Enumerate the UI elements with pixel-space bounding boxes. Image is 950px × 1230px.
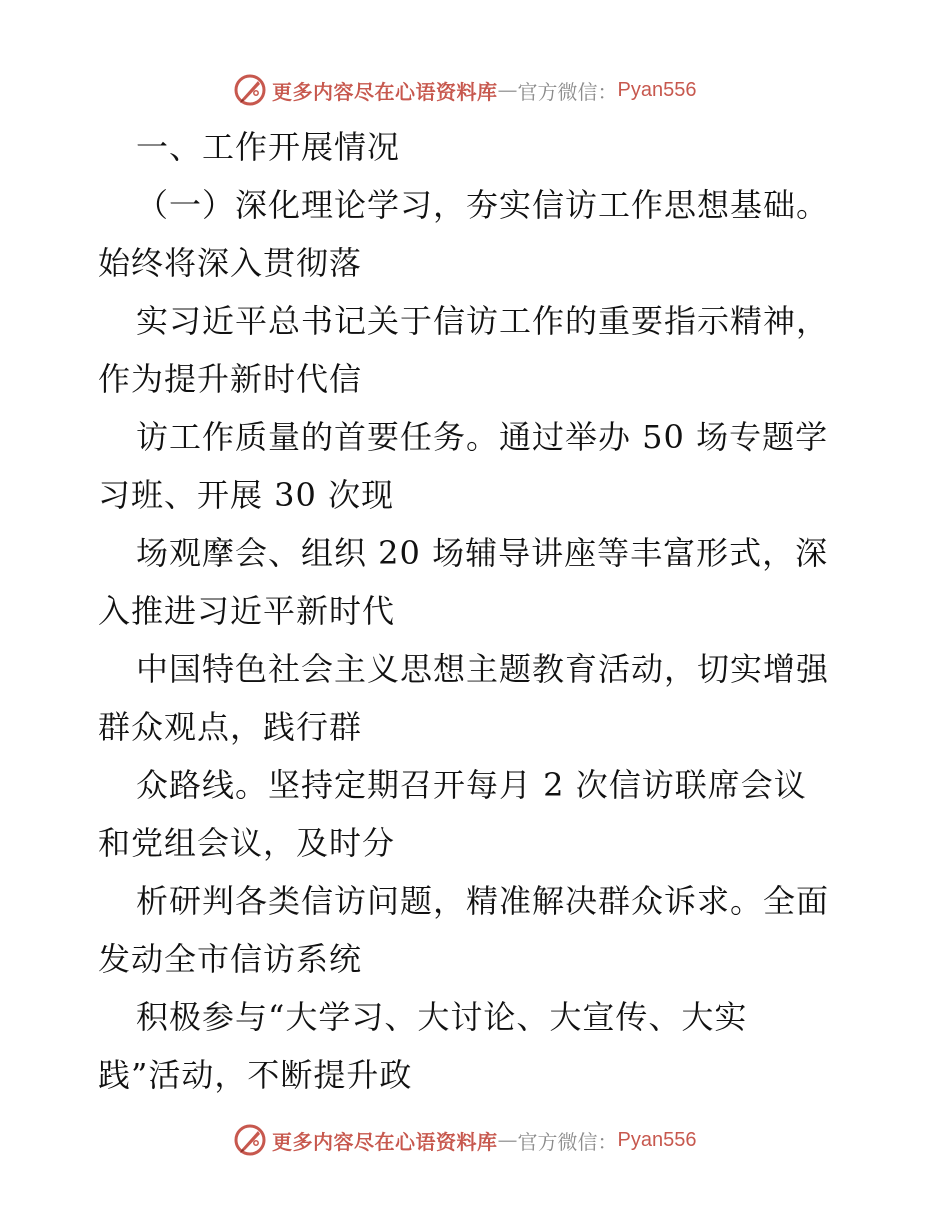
body-line: 习班、开展 30 次现 [98,476,395,514]
section-heading: 一、工作开展情况 [136,128,401,166]
body-line: 中国特色社会主义思想主题教育活动，切实增强 [136,650,830,688]
quill-logo-icon [232,1122,268,1158]
watermark-label: 官方微信： [517,79,618,104]
watermark-separator: — [497,1128,518,1152]
watermark-site-text: 更多内容尽在心语资料库 [272,79,498,104]
watermark-banner-bottom [232,1120,752,1160]
watermark-banner-top [232,70,752,110]
watermark-account: Pyan556 [617,1128,697,1151]
body-line: 发动全市信访系统 [98,940,363,978]
body-line: 析研判各类信访问题，精准解决群众诉求。全面 [136,882,830,920]
body-line: 场观摩会、组织 20 场辅导讲座等丰富形式，深 [136,534,829,572]
body-line: 实习近平总书记关于信访工作的重要指示精神， [136,302,830,340]
body-line: 和党组会议，及时分 [98,824,396,862]
body-line: 众路线。坚持定期召开每月 2 次信访联席会议 [136,766,807,804]
subsection-heading: （一）深化理论学习，夯实信访工作思想基础。 [136,186,830,224]
watermark-label: 官方微信： [517,1129,618,1154]
watermark-account: Pyan556 [617,78,697,101]
watermark-site-text: 更多内容尽在心语资料库 [272,1129,498,1154]
quill-logo-icon [232,72,268,108]
body-line: 始终将深入贯彻落 [98,244,363,282]
body-line: 访工作质量的首要任务。通过举办 50 场专题学 [136,418,829,456]
body-line: 群众观点，践行群 [98,708,363,746]
body-line: 作为提升新时代信 [98,360,363,398]
document-body [98,118,878,1104]
body-line: 入推进习近平新时代 [98,592,396,630]
body-line: 积极参与“大学习、大讨论、大宣传、大实 [136,998,748,1036]
body-line: 践”活动，不断提升政 [98,1056,413,1094]
watermark-separator: — [497,78,518,102]
